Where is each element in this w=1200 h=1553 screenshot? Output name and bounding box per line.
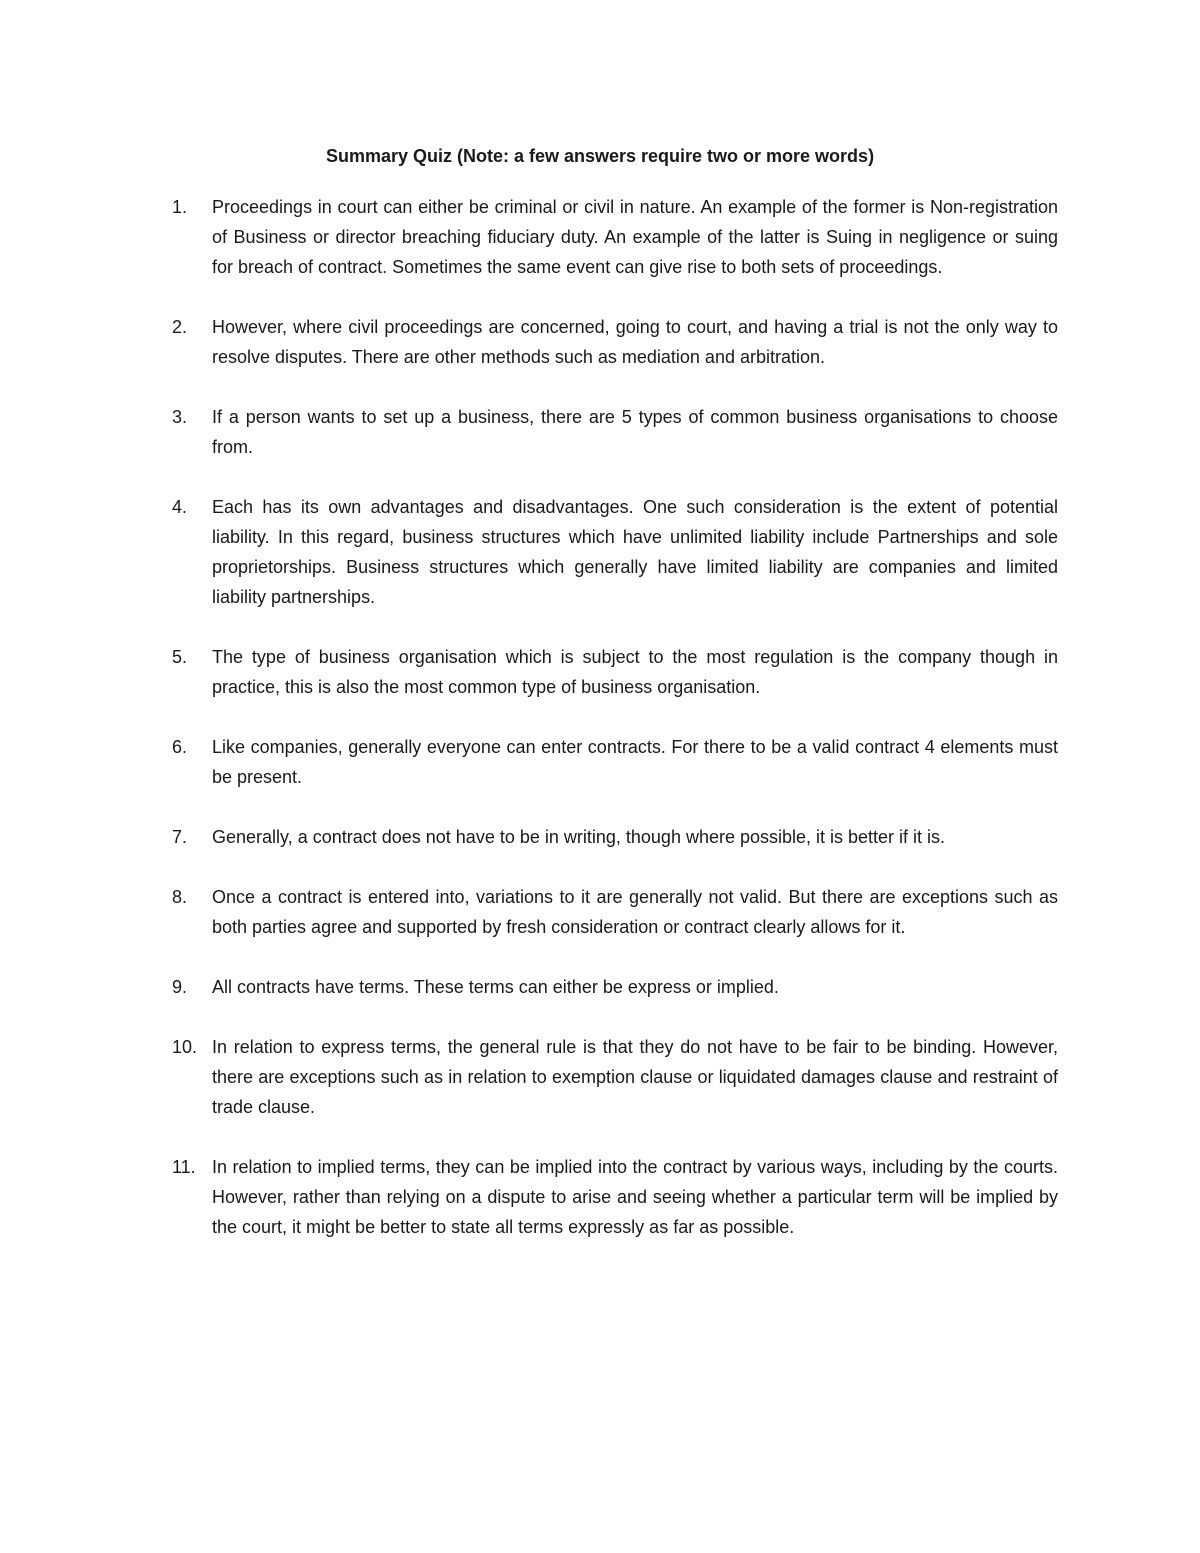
quiz-item-1 — [160, 192, 1058, 282]
item-text: The type of business organisation which is subject to the most regulation is the company though in practice, this is also the most common type of business organisation. — [212, 647, 1058, 697]
item-text: In relation to express terms, the general rule is that they do not have to be fair to be binding. However, there are exceptions such as in relation to exemption clause or liquidated damages clause and restraint of trade clause. — [212, 1037, 1058, 1117]
item-text: Once a contract is entered into, variations to it are generally not valid. But there are exceptions such as both parties agree and supported by fresh consideration or contract clearly allows for it. — [212, 887, 1058, 937]
item-number: 3. — [172, 407, 188, 427]
quiz-item-6 — [160, 732, 1058, 792]
item-text: Proceedings in court can either be criminal or civil in nature. An example of the former is Non-registration of Business or director breaching fiduciary duty. An example of the latter is Suing in negligence or suing for breach of contract. Sometimes the same event can give rise to both sets of proceedings. — [212, 197, 1058, 277]
quiz-list — [160, 192, 1058, 1272]
item-text: If a person wants to set up a business, there are 5 types of common business organisations to choose from. — [212, 407, 1058, 457]
item-text: Like companies, generally everyone can enter contracts. For there to be a valid contract 4 elements must be present. — [212, 737, 1058, 787]
item-text: However, where civil proceedings are concerned, going to court, and having a trial is not the only way to resolve disputes. There are other methods such as mediation and arbitration. — [212, 317, 1058, 367]
quiz-item-2 — [160, 312, 1058, 372]
item-number: 7. — [172, 827, 188, 847]
item-number: 8. — [172, 887, 188, 907]
quiz-item-9 — [160, 972, 1058, 1002]
quiz-item-11 — [160, 1152, 1058, 1242]
quiz-item-3 — [160, 402, 1058, 462]
document-title: Summary Quiz (Note: a few answers require two or more words) — [325, 146, 875, 166]
quiz-item-5 — [160, 642, 1058, 702]
quiz-item-8 — [160, 882, 1058, 942]
quiz-item-7 — [160, 822, 1058, 852]
item-text: Each has its own advantages and disadvantages. One such consideration is the extent of potential liability. In this regard, business structures which have unlimited liability include Partnerships and sole proprietorships. Business structures which generally have limited liability are companies and limited liability partnerships. — [212, 497, 1058, 607]
quiz-item-10 — [160, 1032, 1058, 1122]
item-number: 5. — [172, 647, 188, 667]
item-number: 1. — [172, 197, 188, 217]
item-number: 6. — [172, 737, 188, 757]
item-text: Generally, a contract does not have to be in writing, though where possible, it is better if it is. — [212, 827, 946, 847]
item-number: 9. — [172, 977, 188, 997]
item-number: 4. — [172, 497, 188, 517]
item-text: In relation to implied terms, they can be implied into the contract by various ways, including by the courts. However, rather than relying on a dispute to arise and seeing whether a particular term will be implied by the court, it might be better to state all terms expressly as far as possible. — [212, 1157, 1058, 1237]
quiz-item-4 — [160, 492, 1058, 612]
item-number: 2. — [172, 317, 188, 337]
item-text: All contracts have terms. These terms can either be express or implied. — [212, 977, 779, 997]
item-number: 10. — [172, 1037, 198, 1057]
item-number: 11. — [172, 1157, 196, 1177]
